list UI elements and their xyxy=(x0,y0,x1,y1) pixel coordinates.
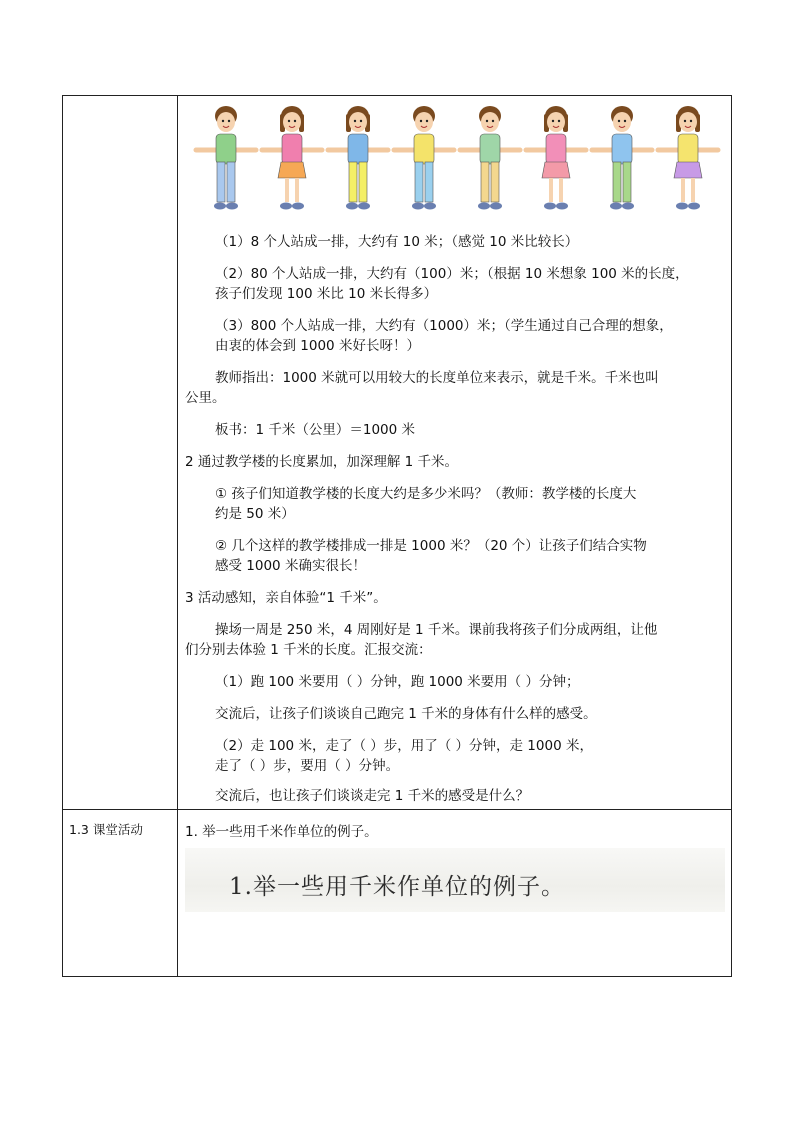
step-2-text-cont: 孩子们发现 100 米比 10 米长得多） xyxy=(215,286,438,302)
activity-2-heading: 2 通过教学楼的长度累加，加深理解 1 千米。 xyxy=(185,454,459,470)
step-2-text: （2）80 个人站成一排，大约有（100）米；（根据 10 米想象 100 米的长度， xyxy=(215,266,689,282)
step-1-text: （1）8 个人站成一排，大约有 10 米；（感觉 10 米比较长） xyxy=(215,234,579,250)
teacher-note-cont: 公里。 xyxy=(185,390,226,406)
run-question: （1）跑 100 米要用（ ）分钟，跑 1000 米要用（ ）分钟； xyxy=(215,674,580,690)
question-2: ② 几个这样的教学楼排成一排是 1000 米？（20 个）让孩子们结合实物 xyxy=(215,538,647,554)
playground-text: 操场一周是 250 米，4 周刚好是 1 千米。课前我将孩子们分成两组，让他 xyxy=(215,622,658,638)
teacher-note: 教师指出：1000 米就可以用较大的长度单位来表示，就是千米。千米也叫 xyxy=(215,370,659,386)
walk-question: （2）走 100 米，走了（ ）步，用了（ ）分钟，走 1000 米， xyxy=(215,738,593,754)
question-2-cont: 感受 1000 米确实很长！ xyxy=(215,558,366,574)
playground-text-cont: 们分别去体验 1 千米的长度。汇报交流： xyxy=(185,642,432,658)
question-1-cont: 约是 50 米） xyxy=(215,506,295,522)
activity-item-1: 1. 举一些用千米作单位的例子。 xyxy=(185,824,378,840)
run-discussion: 交流后，让孩子们谈谈自己跑完 1 千米的身体有什么样的感受。 xyxy=(215,706,597,722)
table-row-divider xyxy=(63,809,731,810)
lesson-table xyxy=(62,95,732,977)
step-3-text: （3）800 个人站成一排，大约有（1000）米；（学生通过自己合理的想象， xyxy=(215,318,673,334)
walk-discussion: 交流后，也让孩子们谈谈走完 1 千米的感受是什么？ xyxy=(215,788,530,804)
question-1: ① 孩子们知道教学楼的长度大约是多少米吗？（教师：教学楼的长度大 xyxy=(215,486,637,502)
section-label: 1.3 课堂活动 xyxy=(69,822,143,837)
example-image-text: 1.举一些用千米作单位的例子。 xyxy=(229,874,565,900)
board-writing: 板书：1 千米（公里）＝1000 米 xyxy=(215,422,416,438)
step-3-text-cont: 由衷的体会到 1000 米好长呀！） xyxy=(215,338,420,354)
table-column-divider xyxy=(177,96,178,976)
children-illustration xyxy=(191,102,726,220)
walk-question-cont: 走了（ ）步，要用（ ）分钟。 xyxy=(215,758,400,774)
activity-3-heading: 3 活动感知，亲自体验“1 千米”。 xyxy=(185,590,387,606)
example-image xyxy=(185,848,725,912)
